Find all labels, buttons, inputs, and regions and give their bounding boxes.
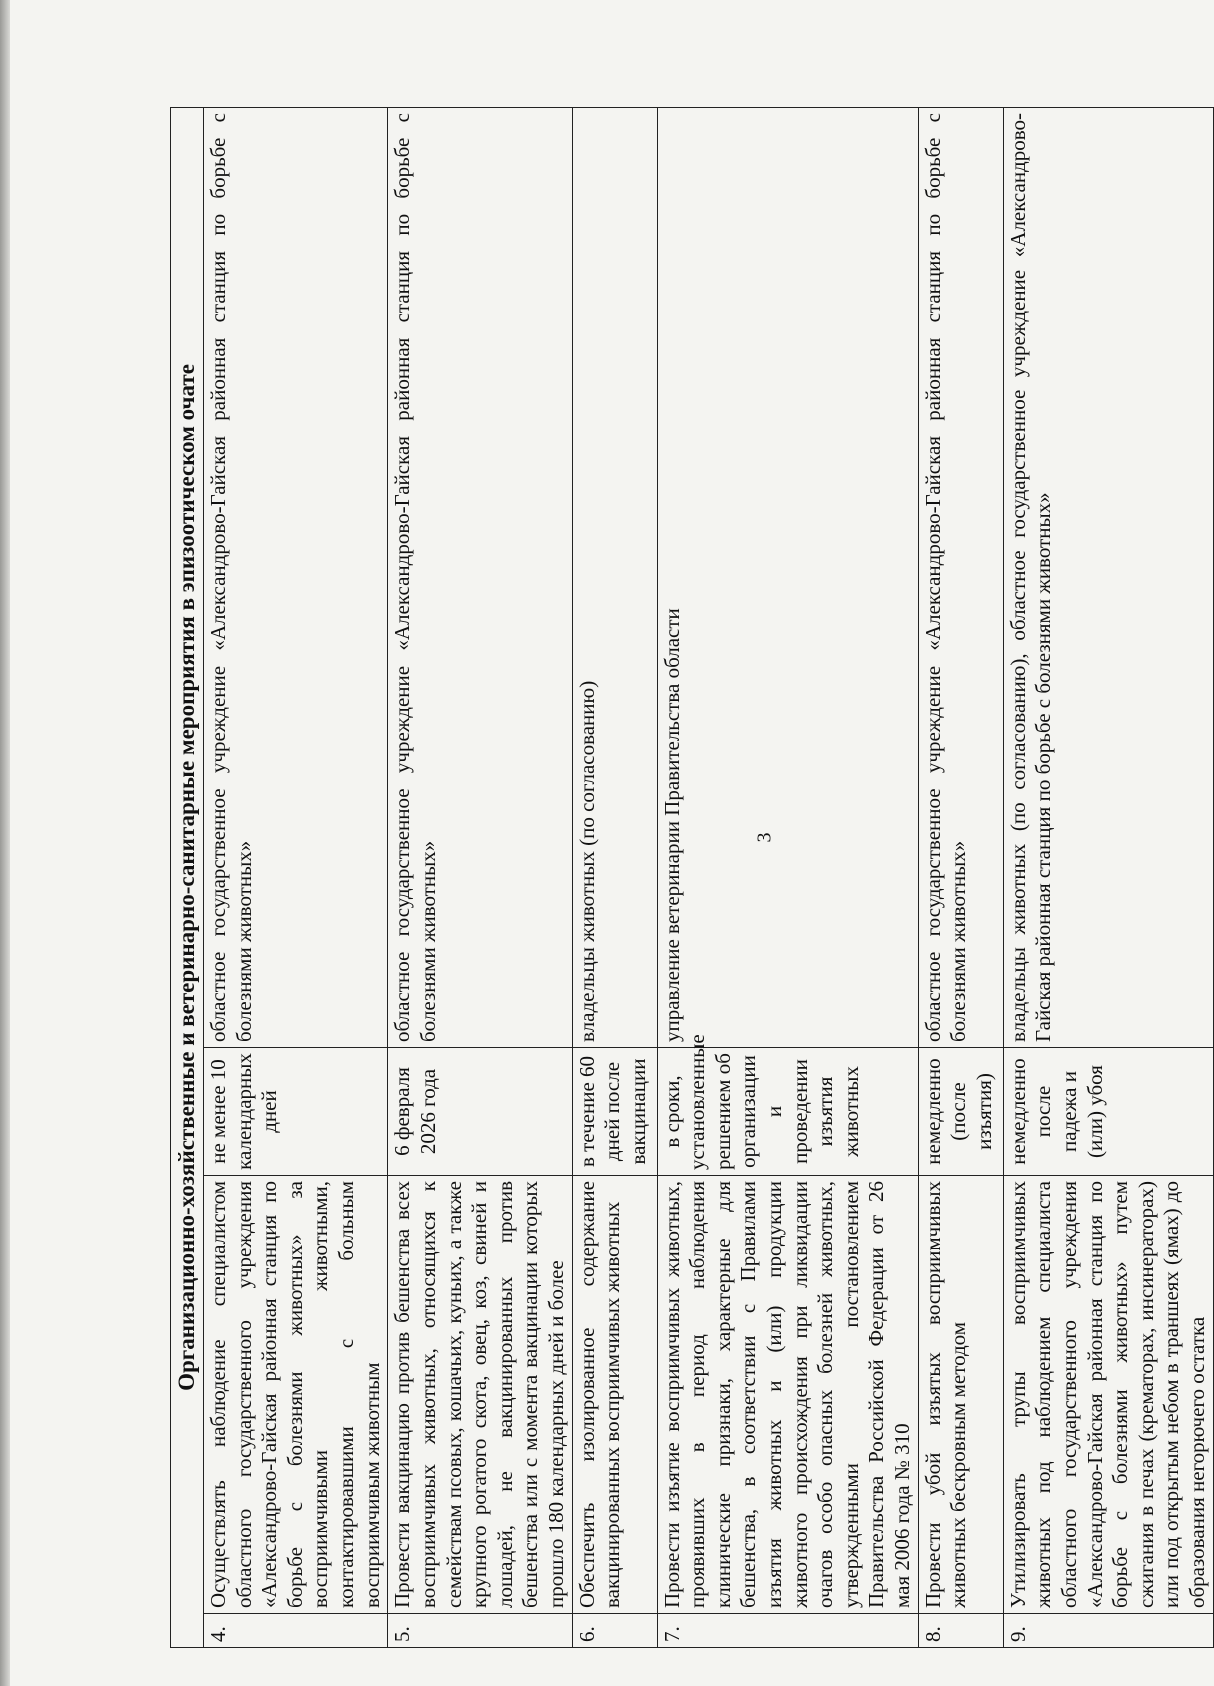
responsible-cell: владельцы животных (по согласованию)	[572, 107, 657, 1047]
term-cell: в сроки, установленные решением об организации и проведении изъятия животных	[657, 1048, 918, 1176]
table-row	[388, 107, 572, 1647]
row-number: 4.	[204, 1614, 388, 1648]
section-header-row	[171, 107, 204, 1647]
table-row	[1003, 107, 1213, 1647]
activity-cell: Обеспечить изолированное содержание вакцинированных восприимчивых животных	[572, 1176, 657, 1614]
activity-cell: Провести вакцинацию против бешенства всех восприимчивых животных, относящихся к семействам псовых, кошачьих, куньих, а также крупного рогатого скота, овец, коз, свиней и лошадей, не вакцинированных против бешенства или с момента вакцинации которых прошло 180 календарных дней и более	[388, 1176, 572, 1614]
rotated-sheet	[170, 108, 1209, 1648]
term-cell: не менее 10 календарных дней	[204, 1048, 388, 1176]
activity-cell: Провести изъятие восприимчивых животных, проявивших в период наблюдения клинические признаки, характерные для бешенства, в соответствии с Правилами изъятия животных и (или) продукции животного происхождения при ликвидации очагов особо опасных болезней животных, утвержденными постановлением Правительства Российской Федерации от 26 мая 2006 года № 310	[657, 1176, 918, 1614]
responsible-cell: областное государственное учреждение «Александрово-Гайская районная станция по борьбе с болезнями животных»	[204, 107, 388, 1047]
activity-cell: Провести убой изъятых восприимчивых животных бескровным методом	[918, 1176, 1003, 1614]
activity-cell: Осуществлять наблюдение специалистом областного государственного учреждения «Александрово-Гайская районная станция по борьбе с болезнями животных» за восприимчивыми животными, контактировавшими с больным восприимчивым животным	[204, 1176, 388, 1614]
responsible-cell: владельцы животных (по согласованию), областное государственное учреждение «Александрово-Гайская районная станция по борьбе с болезнями животных»	[1003, 107, 1213, 1047]
measures-table	[170, 107, 1214, 1648]
page-number: 3	[753, 832, 776, 843]
scan-edge	[0, 0, 10, 1686]
table-row	[572, 107, 657, 1647]
row-number: 8.	[918, 1614, 1003, 1648]
row-number: 6.	[572, 1614, 657, 1648]
term-cell: в течение 60 дней после вакцинации	[572, 1048, 657, 1176]
responsible-cell: областное государственное учреждение «Александрово-Гайская районная станция по борьбе с болезнями животных»	[388, 107, 572, 1047]
responsible-cell: областное государственное учреждение «Александрово-Гайская районная станция по борьбе с болезнями животных»	[918, 107, 1003, 1047]
row-number: 5.	[388, 1614, 572, 1648]
term-cell: немедленно после падежа и (или) убоя	[1003, 1048, 1213, 1176]
responsible-cell: управление ветеринарии Правительства области	[657, 107, 918, 1047]
table-row	[657, 107, 918, 1647]
activity-cell: Утилизировать трупы восприимчивых животных под наблюдением специалиста областного государственного учреждения «Александрово-Гайская районная станция по борьбе с болезнями животных» путем сжигания в печах (крематорах, инсинераторах) или под открытым небом в траншеях (ямах) до образования негорючего остатка	[1003, 1176, 1213, 1614]
row-number: 9.	[1003, 1614, 1213, 1648]
row-number: 7.	[657, 1614, 918, 1648]
table-row	[204, 107, 388, 1647]
section-title: Организационно-хозяйственные и ветеринарно-санитарные мероприятия в эпизоотическом очате	[171, 107, 204, 1647]
table-row	[918, 107, 1003, 1647]
term-cell: 6 февраля 2026 года	[388, 1048, 572, 1176]
term-cell: немедленно (после изъятия)	[918, 1048, 1003, 1176]
